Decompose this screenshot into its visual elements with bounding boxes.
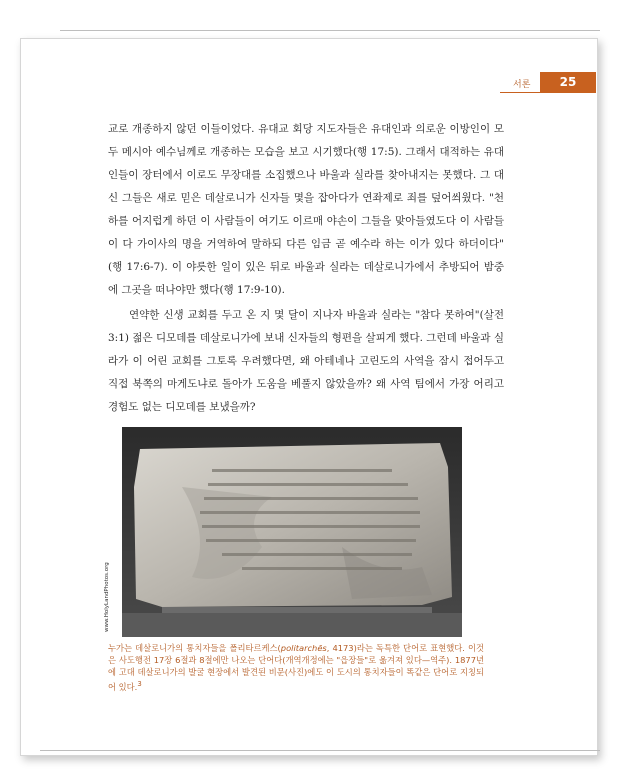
body-text (108, 118, 504, 419)
paragraph-1: 교로 개종하지 않던 이들이었다. 유대교 회당 지도자들은 유대인과 의로운 이방인이 모두 메시아 예수님께로 개종하는 모습을 보고 시기했다(행 17:5). 그래서 대적하는 유대인들이 장터에서 이로도 무장대를 소집했으나 바울과 실라를 찾아내지는 못했다. 그 대신 그들은 새로 믿은 데살로니가 신자들 몇을 잡아다가 연좌제로 죄를 덮어씌웠다. "천하를 어지럽게 하던 이 사람들이 여기도 이르매 야손이 그들을 맞아들였도다 이 사람들이 다 가이사의 명을 거역하여 말하되 다른 임금 곧 예수라 하는 이가 있다 하더이다"(행 17:6-7). 이 야릇한 일이 있은 뒤로 바울과 실라는 데살로니가에서 추방되어 밤중에 그곳을 떠나야만 했다(행 17:9-10). (108, 123, 504, 296)
caption-text-start: 누가는 데살로니가의 통치자들을 폴리타르케스( (108, 643, 281, 653)
paragraph-2: 연약한 신생 교회를 두고 온 지 몇 달이 지나자 바울과 실라는 "참다 못하여"(살전 3:1) 젊은 디모데를 데살로니가에 보내 신자들의 형편을 살피게 했다. 그런데 바울과 실라가 이 어린 교회를 그토록 우려했다면, 왜 아테네나 고린도의 사역을 잠시 접어두고 직접 북쪽의 마게도냐로 돌아가 도움을 베풀지 않았을까? 왜 사역 팀에서 가장 어리고 경험도 없는 디모데를 보냈을까? (108, 309, 504, 413)
caption-term: politarchēs (280, 643, 327, 653)
top-rule (60, 30, 600, 31)
caption-footnote: 3 (137, 680, 142, 688)
header-accent-line (500, 92, 596, 93)
inscription-stone-image (122, 427, 462, 637)
bottom-rule (40, 750, 600, 751)
photo-credit: www.HolyLandPhotos.org (104, 562, 110, 632)
caption-text-end: , 4173)라는 독특한 단어로 표현했다. 이것은 사도행전 17장 6절과 8절에만 나오는 단어다(개역개정에는 "읍장들"로 옮겨져 있다—역주). 1877년에 고대 데살로니가의 발굴 현장에서 발견된 비문(사진)에도 이 도시의 통치자들이 똑같은 단어로 지칭되어 있다. (108, 643, 484, 692)
page-number: 25 (540, 72, 596, 92)
section-label: 서론 (513, 80, 531, 90)
inscription-photo (122, 427, 462, 637)
figure-caption (108, 642, 484, 693)
